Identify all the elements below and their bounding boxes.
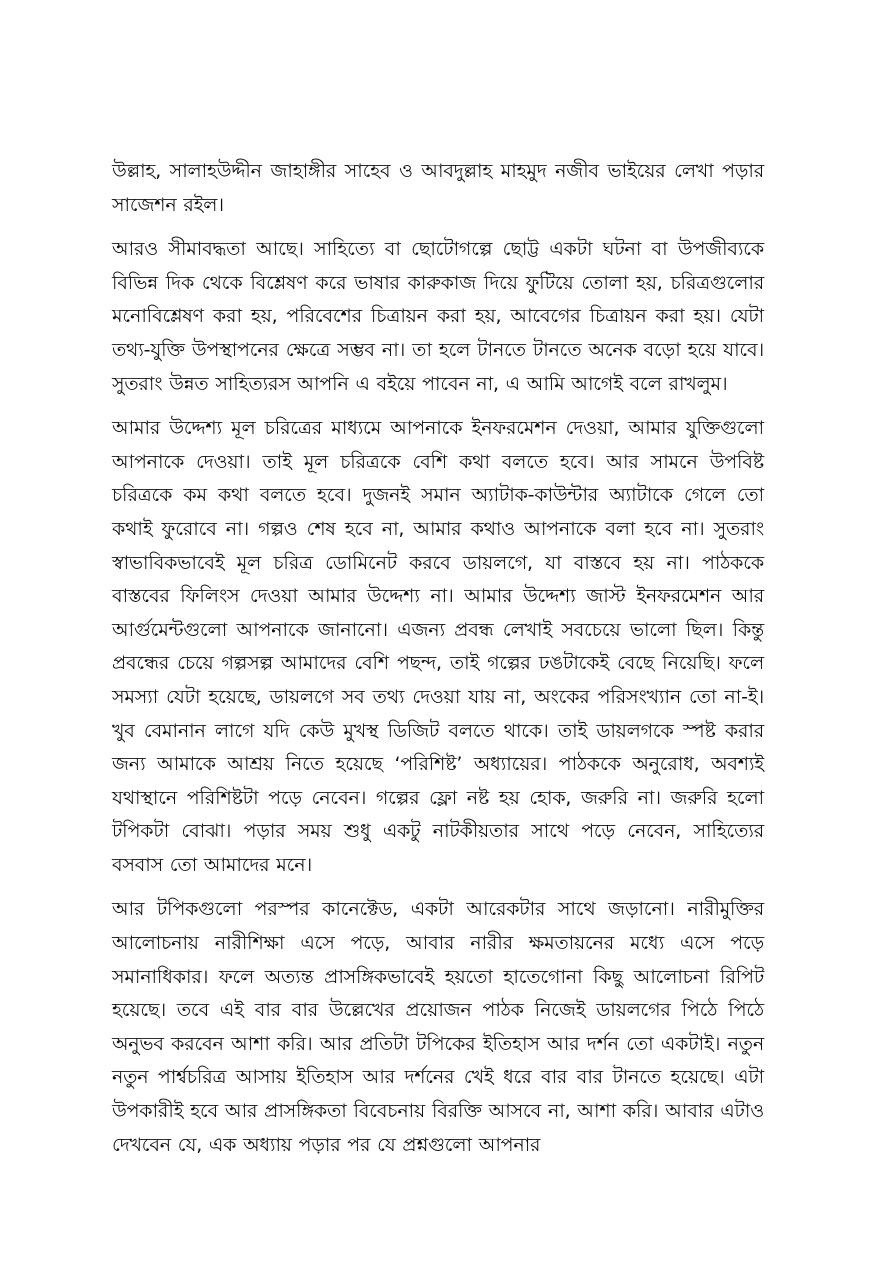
document-page: [112, 155, 764, 1173]
paragraph-3: আমার উদ্দেশ্য মূল চরিত্রের মাধ্যমে আপনাকে ইনফরমেশন দেওয়া, আমার যুক্তিগুলো আপনাকে দেওয়া। তাই মূল চরিত্রকে বেশি কথা বলতে হবে। আর সামনে উপবিষ্ট চরিত্রকে কম কথা বলতে হবে। দুজনই সমান অ্যাটাক-কাউন্টার অ্যাটাকে গেলে তো কথাই ফুরোবে না। গল্পও শেষ হবে না, আমার কথাও আপনাকে বলা হবে না। সুতরাং স্বাভাবিকভাবেই মূল চরিত্র ডোমিনেট করবে ডায়লগে, যা বাস্তবে হয় না। পাঠককে বাস্তবের ফিলিংস দেওয়া আমার উদ্দেশ্য না। আমার উদ্দেশ্য জাস্ট ইনফরমেশন আর আর্গুমেন্টগুলো আপনাকে জানানো। এজন্য প্রবন্ধ লেখাই সবচেয়ে ভালো ছিল। কিন্তু প্রবন্ধের চেয়ে গল্পসল্প আমাদের বেশি পছন্দ, তাই গল্পের ঢঙটাকেই বেছে নিয়েছি। ফলে সমস্যা যেটা হয়েছে, ডায়লগে সব তথ্য দেওয়া যায় না, অংকের পরিসংখ্যান তো না-ই। খুব বেমানান লাগে যদি কেউ মুখস্থ ডিজিট বলতে থাকে। তাই ডায়লগকে স্পষ্ট করার জন্য আমাকে আশ্রয় নিতে হয়েছে ‘পরিশিষ্ট’ অধ্যায়ের। পাঠককে অনুরোধ, অবশ্যই যথাস্থানে পরিশিষ্টটা পড়ে নেবেন। গল্পের ফ্লো নষ্ট হয় হোক, জরুরি না। জরুরি হলো টপিকটা বোঝা। পড়ার সময় শুধু একটু নাটকীয়তার সাথে পড়ে নেবেন, সাহিত্যের বসবাস তো আমাদের মনে।: [112, 417, 764, 876]
paragraph-2: আরও সীমাবদ্ধতা আছে। সাহিত্যে বা ছোটোগল্পে ছোট্ট একটা ঘটনা বা উপজীব্যকে বিভিন্ন দিক থেকে বিশ্লেষণ করে ভাষার কারুকাজ দিয়ে ফুটিয়ে তোলা হয়, চরিত্রগুলোর মনোবিশ্লেষণ করা হয়, পরিবেশের চিত্রায়ন করা হয়, আবেগের চিত্রায়ন করা হয়। যেটা তথ্য-যুক্তি উপস্থাপনের ক্ষেত্রে সম্ভব না। তা হলে টানতে টানতে অনেক বড়ো হয়ে যাবে। সুতরাং উন্নত সাহিত্যরস আপনি এ বইয়ে পাবেন না, এ আমি আগেই বলে রাখলুম।: [112, 238, 764, 395]
paragraph-4: আর টপিকগুলো পরস্পর কানেক্টেড, একটা আরেকটার সাথে জড়ানো। নারীমুক্তির আলোচনায় নারীশিক্ষা এসে পড়ে, আবার নারীর ক্ষমতায়নের মধ্যে এসে পড়ে সমানাধিকার। ফলে অত্যন্ত প্রাসঙ্গিকভাবেই হয়তো হাতেগোনা কিছু আলোচনা রিপিট হয়েছে। তবে এই বার বার উল্লেখের প্রয়োজন পাঠক নিজেই ডায়লগের পিঠে পিঠে অনুভব করবেন আশা করি। আর প্রতিটা টপিকের ইতিহাস আর দর্শন তো একটাই। নতুন নতুন পার্শ্বচরিত্র আসায় ইতিহাস আর দর্শনের খেই ধরে বার বার টানতে হয়েছে। এটা উপকারীই হবে আর প্রাসঙ্গিকতা বিবেচনায় বিরক্তি আসবে না, আশা করি। আবার এটাও দেখবেন যে, এক অধ্যায় পড়ার পর যে প্রশ্নগুলো আপনার: [112, 898, 764, 1156]
paragraph-1: উল্লাহ, সালাহউদ্দীন জাহাঙ্গীর সাহেব ও আবদুল্লাহ মাহমুদ নজীব ভাইয়ের লেখা পড়ার সাজেশন রইল।: [112, 160, 764, 216]
